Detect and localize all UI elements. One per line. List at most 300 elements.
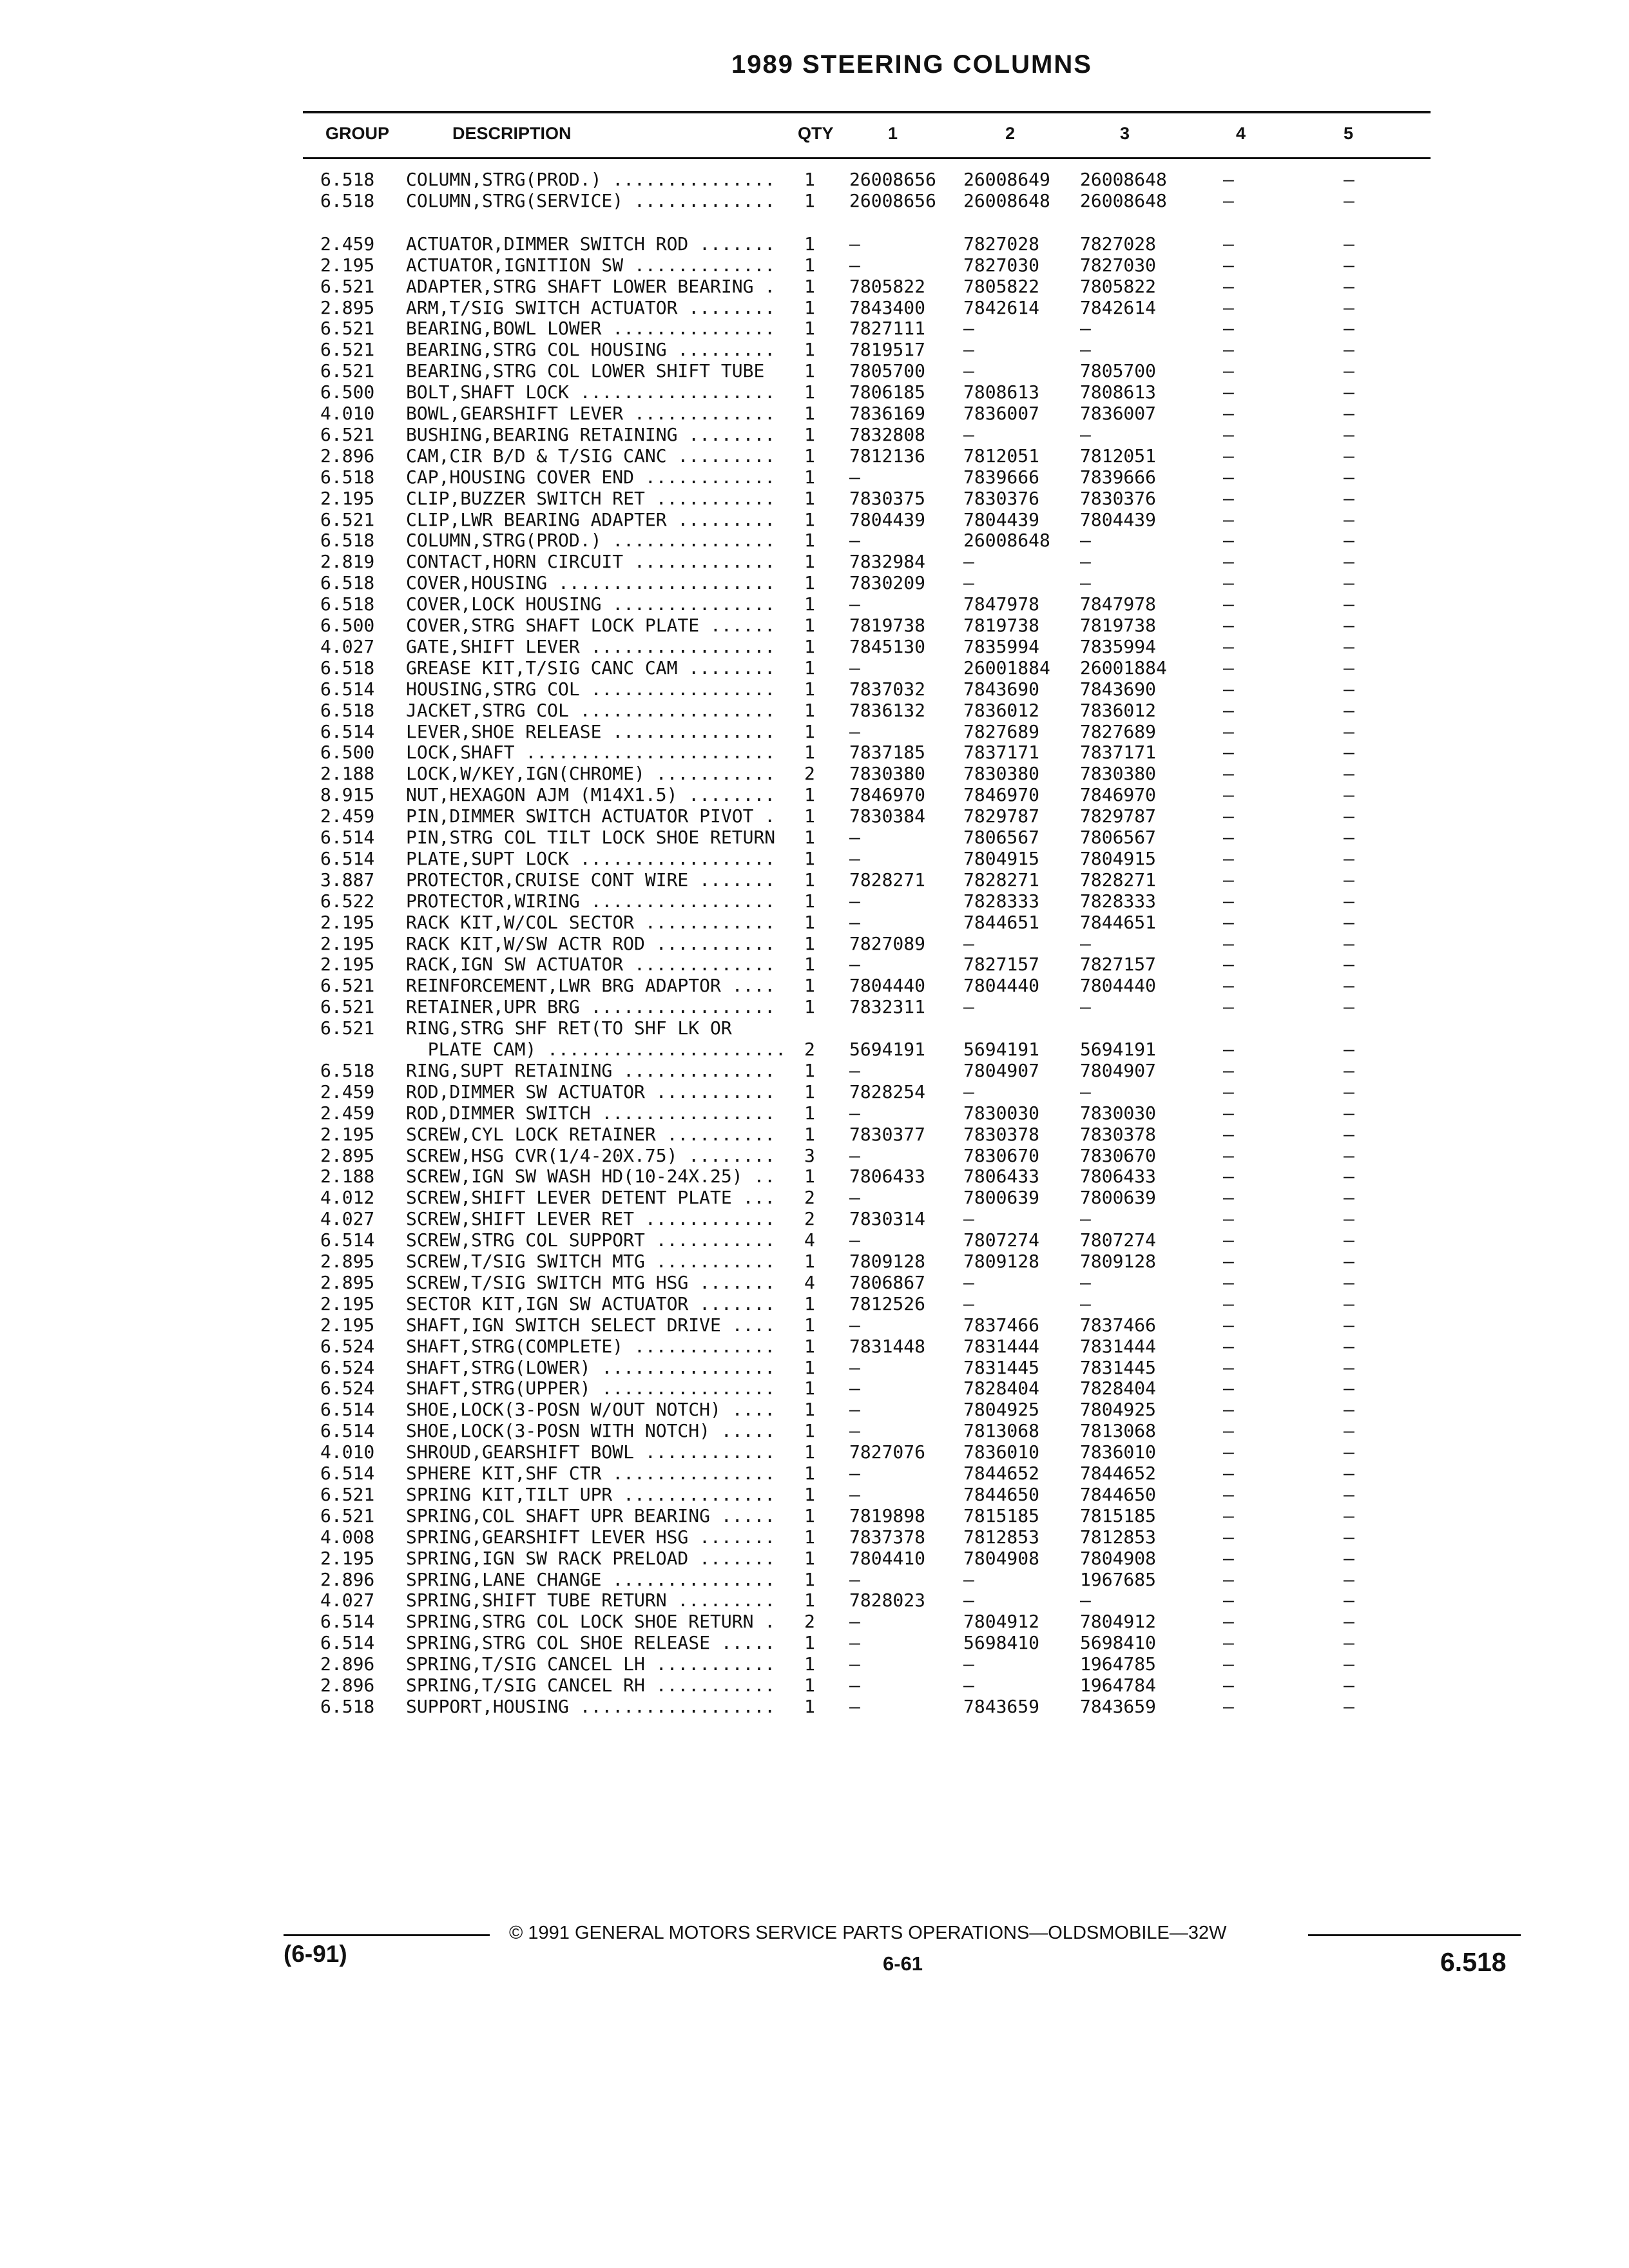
cell-qty: 1 — [804, 1102, 815, 1124]
cell-p4: — — [1223, 975, 1234, 997]
cell-group: 6.521 — [320, 360, 375, 382]
cell-p1: 7832311 — [849, 996, 926, 1018]
cell-group: 6.514 — [320, 720, 375, 742]
cell-p2: 5698410 — [963, 1632, 1040, 1654]
cell-qty: 1 — [804, 1675, 815, 1696]
cell-p5: — — [1344, 403, 1354, 424]
table-row — [0, 318, 1629, 339]
cell-p1: 7804439 — [849, 508, 926, 530]
cell-p5: — — [1344, 1123, 1354, 1145]
cell-p3: 7836007 — [1080, 403, 1157, 424]
cell-p1: 7830377 — [849, 1123, 926, 1145]
cell-p1: 7806185 — [849, 381, 926, 403]
cell-p4: — — [1223, 1568, 1234, 1590]
cell-p4: — — [1223, 1420, 1234, 1442]
cell-p4: — — [1223, 763, 1234, 785]
cell-p5: — — [1344, 847, 1354, 869]
table-row — [0, 1632, 1629, 1653]
cell-qty: 1 — [804, 932, 815, 954]
cell-desc: CAP,HOUSING COVER END ............ — [406, 466, 776, 488]
cell-group: 6.521 — [320, 975, 375, 997]
cell-group: 2.819 — [320, 551, 375, 573]
cell-p2: — — [963, 423, 974, 445]
cell-group: 6.500 — [320, 381, 375, 403]
cell-p4: — — [1223, 445, 1234, 466]
cell-qty: 1 — [804, 275, 815, 297]
cell-desc: SCREW,CYL LOCK RETAINER .......... — [406, 1123, 776, 1145]
cell-group: 6.521 — [320, 1017, 375, 1039]
table-row — [0, 1272, 1629, 1293]
cell-qty: 1 — [804, 254, 815, 276]
cell-desc: SCREW,T/SIG SWITCH MTG ........... — [406, 1251, 776, 1272]
cell-p1: 7827089 — [849, 932, 926, 954]
cell-p4: — — [1223, 169, 1234, 190]
cell-p2: 7827157 — [963, 954, 1040, 975]
cell-group: 6.521 — [320, 996, 375, 1018]
cell-p4: — — [1223, 593, 1234, 615]
cell-p3: 7837171 — [1080, 742, 1157, 764]
cell-p5: — — [1344, 699, 1354, 721]
cell-group: 2.895 — [320, 1271, 375, 1293]
table-row — [0, 1548, 1629, 1569]
cell-p3: — — [1080, 1081, 1091, 1102]
cell-p4: — — [1223, 699, 1234, 721]
cell-qty: 1 — [804, 1123, 815, 1145]
cell-qty: 1 — [804, 1653, 815, 1675]
cell-p2: 7844650 — [963, 1483, 1040, 1505]
table-row — [0, 1484, 1629, 1505]
cell-p1: — — [849, 1483, 860, 1505]
cell-p3: 7809128 — [1080, 1251, 1157, 1272]
cell-qty: 4 — [804, 1229, 815, 1251]
cell-group: 4.010 — [320, 403, 375, 424]
cell-p3: 7846970 — [1080, 784, 1157, 806]
footer-page-number: 6-61 — [883, 1952, 923, 1975]
cell-p1: — — [849, 1611, 860, 1633]
cell-qty: 1 — [804, 805, 815, 827]
cell-p4: — — [1223, 847, 1234, 869]
cell-p1: — — [849, 890, 860, 912]
cell-p1: — — [849, 1378, 860, 1399]
cell-qty: 1 — [804, 233, 815, 255]
cell-desc: BEARING,STRG COL HOUSING ......... — [406, 339, 776, 361]
cell-p2: 7828333 — [963, 890, 1040, 912]
cell-p3: 7828333 — [1080, 890, 1157, 912]
cell-desc: SPRING,STRG COL SHOE RELEASE ..... — [406, 1632, 776, 1654]
cell-p3: 7804912 — [1080, 1611, 1157, 1633]
cell-p3: 7827157 — [1080, 954, 1157, 975]
cell-group: 6.521 — [320, 339, 375, 361]
cell-group: 2.896 — [320, 1653, 375, 1675]
cell-p5: — — [1344, 1526, 1354, 1548]
table-row — [0, 848, 1629, 869]
cell-desc: SPRING,T/SIG CANCEL RH ........... — [406, 1675, 776, 1696]
cell-p2: 7828404 — [963, 1378, 1040, 1399]
cell-p2: 7831444 — [963, 1335, 1040, 1357]
header-group: GROUP — [325, 124, 390, 143]
cell-p2: 26008648 — [963, 530, 1050, 552]
cell-p2: — — [963, 1271, 974, 1293]
table-row — [0, 339, 1629, 360]
cell-qty: 1 — [804, 423, 815, 445]
cell-p5: — — [1344, 1590, 1354, 1611]
cell-p2: 7804907 — [963, 1059, 1040, 1081]
table-row — [0, 1357, 1629, 1378]
table-row — [0, 869, 1629, 890]
cell-p3: — — [1080, 1208, 1091, 1230]
cell-qty: 1 — [804, 847, 815, 869]
cell-p1: — — [849, 1314, 860, 1336]
cell-p5: — — [1344, 1632, 1354, 1654]
cell-p1: 7806867 — [849, 1271, 926, 1293]
cell-p2: 7842614 — [963, 296, 1040, 318]
cell-desc: PROTECTOR,WIRING ................. — [406, 890, 776, 912]
cell-p1: 7828271 — [849, 869, 926, 890]
cell-p2: 7839666 — [963, 466, 1040, 488]
cell-p1: 7812136 — [849, 445, 926, 466]
cell-p5: — — [1344, 1611, 1354, 1633]
cell-p2: 7804912 — [963, 1611, 1040, 1633]
cell-p1: — — [849, 1653, 860, 1675]
cell-p5: — — [1344, 1568, 1354, 1590]
cell-desc: LOCK,W/KEY,IGN(CHROME) ........... — [406, 763, 776, 785]
cell-p3: 5698410 — [1080, 1632, 1157, 1654]
cell-p1: 7846970 — [849, 784, 926, 806]
cell-p4: — — [1223, 615, 1234, 636]
cell-p1: 7827111 — [849, 318, 926, 340]
cell-p1: — — [849, 1102, 860, 1124]
cell-p5: — — [1344, 360, 1354, 382]
cell-p1: 5694191 — [849, 1039, 926, 1060]
table-row — [0, 1293, 1629, 1314]
page-title: 1989 STEERING COLUMNS — [731, 50, 1092, 79]
cell-qty: 1 — [804, 445, 815, 466]
cell-desc: SHAFT,STRG(UPPER) ................ — [406, 1378, 776, 1399]
cell-p3: 7830378 — [1080, 1123, 1157, 1145]
cell-p2: 7827689 — [963, 720, 1040, 742]
cell-desc: SCREW,SHIFT LEVER DETENT PLATE ... — [406, 1187, 776, 1209]
cell-p1: 7805822 — [849, 275, 926, 297]
table-row — [0, 1420, 1629, 1441]
cell-p4: — — [1223, 1314, 1234, 1336]
cell-p2: 26008648 — [963, 189, 1050, 211]
cell-p5: — — [1344, 1208, 1354, 1230]
table-row — [0, 530, 1629, 551]
table-row — [0, 1060, 1629, 1081]
cell-p3: 7831444 — [1080, 1335, 1157, 1357]
cell-p2: — — [963, 1675, 974, 1696]
cell-qty: 1 — [804, 1463, 815, 1484]
cell-p2: — — [963, 551, 974, 573]
cell-p3: 7827030 — [1080, 254, 1157, 276]
cell-p1: — — [849, 1229, 860, 1251]
cell-group: 6.521 — [320, 1504, 375, 1526]
cell-p4: — — [1223, 318, 1234, 340]
table-row — [0, 763, 1629, 784]
cell-group: 6.514 — [320, 1463, 375, 1484]
cell-p5: — — [1344, 487, 1354, 509]
cell-group: 6.500 — [320, 615, 375, 636]
cell-p1: — — [849, 233, 860, 255]
cell-qty: 1 — [804, 657, 815, 678]
table-row — [0, 1526, 1629, 1548]
cell-p3: — — [1080, 1271, 1091, 1293]
cell-p5: — — [1344, 275, 1354, 297]
cell-qty: 1 — [804, 487, 815, 509]
cell-group: 6.514 — [320, 1611, 375, 1633]
cell-p4: — — [1223, 954, 1234, 975]
cell-qty: 2 — [804, 1187, 815, 1209]
cell-qty: 1 — [804, 381, 815, 403]
cell-desc: SPRING,SHIFT TUBE RETURN ......... — [406, 1590, 776, 1611]
cell-p5: — — [1344, 254, 1354, 276]
cell-p5: — — [1344, 869, 1354, 890]
table-row — [0, 1611, 1629, 1632]
cell-p4: — — [1223, 1653, 1234, 1675]
cell-desc: SCREW,HSG CVR(1/4-20X.75) ........ — [406, 1144, 776, 1166]
cell-group: 2.459 — [320, 1081, 375, 1102]
cell-qty: 1 — [804, 169, 815, 190]
cell-p3: 7836010 — [1080, 1441, 1157, 1463]
table-row — [0, 1251, 1629, 1272]
cell-p1: 7827076 — [849, 1441, 926, 1463]
cell-qty: 2 — [804, 763, 815, 785]
cell-qty: 1 — [804, 339, 815, 361]
cell-qty: 1 — [804, 678, 815, 700]
cell-qty: 1 — [804, 1356, 815, 1378]
cell-p5: — — [1344, 1144, 1354, 1166]
cell-p1: 7809128 — [849, 1251, 926, 1272]
cell-p3: 7804440 — [1080, 975, 1157, 997]
cell-p5: — — [1344, 1187, 1354, 1209]
cell-p1: 7836132 — [849, 699, 926, 721]
cell-p3: — — [1080, 530, 1091, 552]
table-row — [0, 996, 1629, 1017]
cell-group: 6.514 — [320, 1399, 375, 1421]
cell-group: 2.195 — [320, 1123, 375, 1145]
cell-p2: 7819738 — [963, 615, 1040, 636]
cell-p4: — — [1223, 1039, 1234, 1060]
cell-group: 6.518 — [320, 1695, 375, 1717]
cell-p1: 7832808 — [849, 423, 926, 445]
cell-desc: SHAFT,IGN SWITCH SELECT DRIVE .... — [406, 1314, 776, 1336]
cell-group: 6.524 — [320, 1378, 375, 1399]
cell-p2: 7806567 — [963, 827, 1040, 848]
table-row — [0, 1590, 1629, 1611]
cell-desc: GREASE KIT,T/SIG CANC CAM ........ — [406, 657, 776, 678]
cell-qty: 1 — [804, 890, 815, 912]
cell-qty: 1 — [804, 996, 815, 1018]
cell-p4: — — [1223, 1611, 1234, 1633]
cell-p3: 7828271 — [1080, 869, 1157, 890]
cell-p4: — — [1223, 381, 1234, 403]
cell-desc: SCREW,SHIFT LEVER RET ............ — [406, 1208, 776, 1230]
cell-p4: — — [1223, 720, 1234, 742]
cell-group: 6.521 — [320, 275, 375, 297]
cell-qty: 1 — [804, 572, 815, 594]
cell-p5: — — [1344, 1463, 1354, 1484]
cell-p4: — — [1223, 1441, 1234, 1463]
cell-p5: — — [1344, 1081, 1354, 1102]
cell-p2: — — [963, 318, 974, 340]
table-row — [0, 1124, 1629, 1145]
cell-p2: 7843659 — [963, 1695, 1040, 1717]
cell-group: 6.518 — [320, 189, 375, 211]
cell-desc: GATE,SHIFT LEVER ................. — [406, 635, 776, 657]
cell-p4: — — [1223, 423, 1234, 445]
cell-p1: 7836169 — [849, 403, 926, 424]
cell-desc: ACTUATOR,IGNITION SW ............. — [406, 254, 776, 276]
cell-desc: SHROUD,GEARSHIFT BOWL ............ — [406, 1441, 776, 1463]
table-row — [0, 954, 1629, 975]
cell-p3: 26008648 — [1080, 169, 1167, 190]
table-row — [0, 1166, 1629, 1187]
table-row — [0, 615, 1629, 636]
cell-group: 2.195 — [320, 932, 375, 954]
cell-p4: — — [1223, 1187, 1234, 1209]
cell-p3: — — [1080, 551, 1091, 573]
cell-p2: — — [963, 1293, 974, 1314]
cell-qty: 1 — [804, 1166, 815, 1187]
cell-p2: — — [963, 1590, 974, 1611]
cell-group: 2.195 — [320, 954, 375, 975]
cell-p1: — — [849, 827, 860, 848]
table-row — [0, 1378, 1629, 1399]
cell-p2: 7827030 — [963, 254, 1040, 276]
cell-p3: 26001884 — [1080, 657, 1167, 678]
table-row — [0, 1675, 1629, 1696]
cell-p2: 7837466 — [963, 1314, 1040, 1336]
cell-desc: COVER,STRG SHAFT LOCK PLATE ...... — [406, 615, 776, 636]
cell-qty: 1 — [804, 360, 815, 382]
table-row — [0, 551, 1629, 572]
cell-group: 2.459 — [320, 233, 375, 255]
cell-p1: 7830314 — [849, 1208, 926, 1230]
table-row — [0, 827, 1629, 848]
cell-p3: 7806433 — [1080, 1166, 1157, 1187]
cell-p3: 7829787 — [1080, 805, 1157, 827]
table-row — [0, 1081, 1629, 1102]
cell-p2: 7837171 — [963, 742, 1040, 764]
cell-p3: 7828404 — [1080, 1378, 1157, 1399]
table-row — [0, 700, 1629, 721]
cell-p1: — — [849, 593, 860, 615]
cell-p1: 7804410 — [849, 1547, 926, 1569]
cell-p3: 7804439 — [1080, 508, 1157, 530]
cell-desc: PROTECTOR,CRUISE CONT WIRE ....... — [406, 869, 776, 890]
cell-p2: — — [963, 1081, 974, 1102]
cell-p3: 7844652 — [1080, 1463, 1157, 1484]
cell-group: 6.518 — [320, 466, 375, 488]
table-row — [0, 1017, 1629, 1039]
cell-desc: RACK KIT,W/COL SECTOR ............ — [406, 911, 776, 933]
table-row — [0, 1314, 1629, 1336]
table-row — [0, 1569, 1629, 1590]
cell-p1: — — [849, 657, 860, 678]
cell-p4: — — [1223, 275, 1234, 297]
cell-p3: 7843690 — [1080, 678, 1157, 700]
cell-group: 6.518 — [320, 530, 375, 552]
cell-p2: 7804925 — [963, 1399, 1040, 1421]
cell-desc: REINFORCEMENT,LWR BRG ADAPTOR .... — [406, 975, 776, 997]
cell-p5: — — [1344, 1504, 1354, 1526]
cell-p4: — — [1223, 1271, 1234, 1293]
cell-qty: 1 — [804, 1081, 815, 1102]
table-row — [0, 1399, 1629, 1420]
table-row — [0, 424, 1629, 445]
cell-p5: — — [1344, 827, 1354, 848]
cell-p1: 7830209 — [849, 572, 926, 594]
cell-p4: — — [1223, 403, 1234, 424]
cell-p1: 7828254 — [849, 1081, 926, 1102]
cell-desc: BUSHING,BEARING RETAINING ........ — [406, 423, 776, 445]
table-row — [0, 233, 1629, 255]
cell-p5: — — [1344, 1441, 1354, 1463]
cell-p5: — — [1344, 1356, 1354, 1378]
cell-qty: 1 — [804, 593, 815, 615]
cell-p3: 1964784 — [1080, 1675, 1157, 1696]
cell-qty: 1 — [804, 615, 815, 636]
cell-p2: — — [963, 572, 974, 594]
cell-p3: — — [1080, 318, 1091, 340]
cell-qty: 3 — [804, 1144, 815, 1166]
cell-qty: 1 — [804, 403, 815, 424]
cell-group: 6.518 — [320, 169, 375, 190]
cell-p2: 7830378 — [963, 1123, 1040, 1145]
table-row — [0, 912, 1629, 933]
cell-group: 4.027 — [320, 1208, 375, 1230]
cell-p3: 7806567 — [1080, 827, 1157, 848]
cell-desc: SCREW,T/SIG SWITCH MTG HSG ....... — [406, 1271, 776, 1293]
table-row — [0, 933, 1629, 954]
table-row — [0, 890, 1629, 912]
cell-p2: 7830670 — [963, 1144, 1040, 1166]
cell-group: 8.915 — [320, 784, 375, 806]
cell-qty: 1 — [804, 508, 815, 530]
cell-group: 2.195 — [320, 1547, 375, 1569]
cell-p1: — — [849, 1463, 860, 1484]
cell-desc: SCREW,STRG COL SUPPORT ........... — [406, 1229, 776, 1251]
cell-desc: RACK,IGN SW ACTUATOR ............. — [406, 954, 776, 975]
cell-group: 4.027 — [320, 635, 375, 657]
cell-p3: 1967685 — [1080, 1568, 1157, 1590]
cell-p5: — — [1344, 551, 1354, 573]
cell-qty: 1 — [804, 1314, 815, 1336]
cell-group: 2.188 — [320, 1166, 375, 1187]
cell-p5: — — [1344, 169, 1354, 190]
cell-p4: — — [1223, 784, 1234, 806]
cell-p2: 7806433 — [963, 1166, 1040, 1187]
cell-p2: 7836010 — [963, 1441, 1040, 1463]
table-row — [0, 678, 1629, 700]
cell-p4: — — [1223, 1590, 1234, 1611]
cell-p3: — — [1080, 572, 1091, 594]
table-row — [0, 381, 1629, 403]
cell-p3: 7830376 — [1080, 487, 1157, 509]
cell-desc: COLUMN,STRG(PROD.) ............... — [406, 169, 776, 190]
cell-group: 6.514 — [320, 1420, 375, 1442]
cell-p5: — — [1344, 1675, 1354, 1696]
cell-p5: — — [1344, 423, 1354, 445]
cell-p3: — — [1080, 1293, 1091, 1314]
cell-qty: 1 — [804, 1568, 815, 1590]
cell-qty: 1 — [804, 530, 815, 552]
cell-qty: 1 — [804, 742, 815, 764]
cell-p4: — — [1223, 911, 1234, 933]
cell-p5: — — [1344, 657, 1354, 678]
cell-qty: 1 — [804, 869, 815, 890]
cell-p4: — — [1223, 1675, 1234, 1696]
